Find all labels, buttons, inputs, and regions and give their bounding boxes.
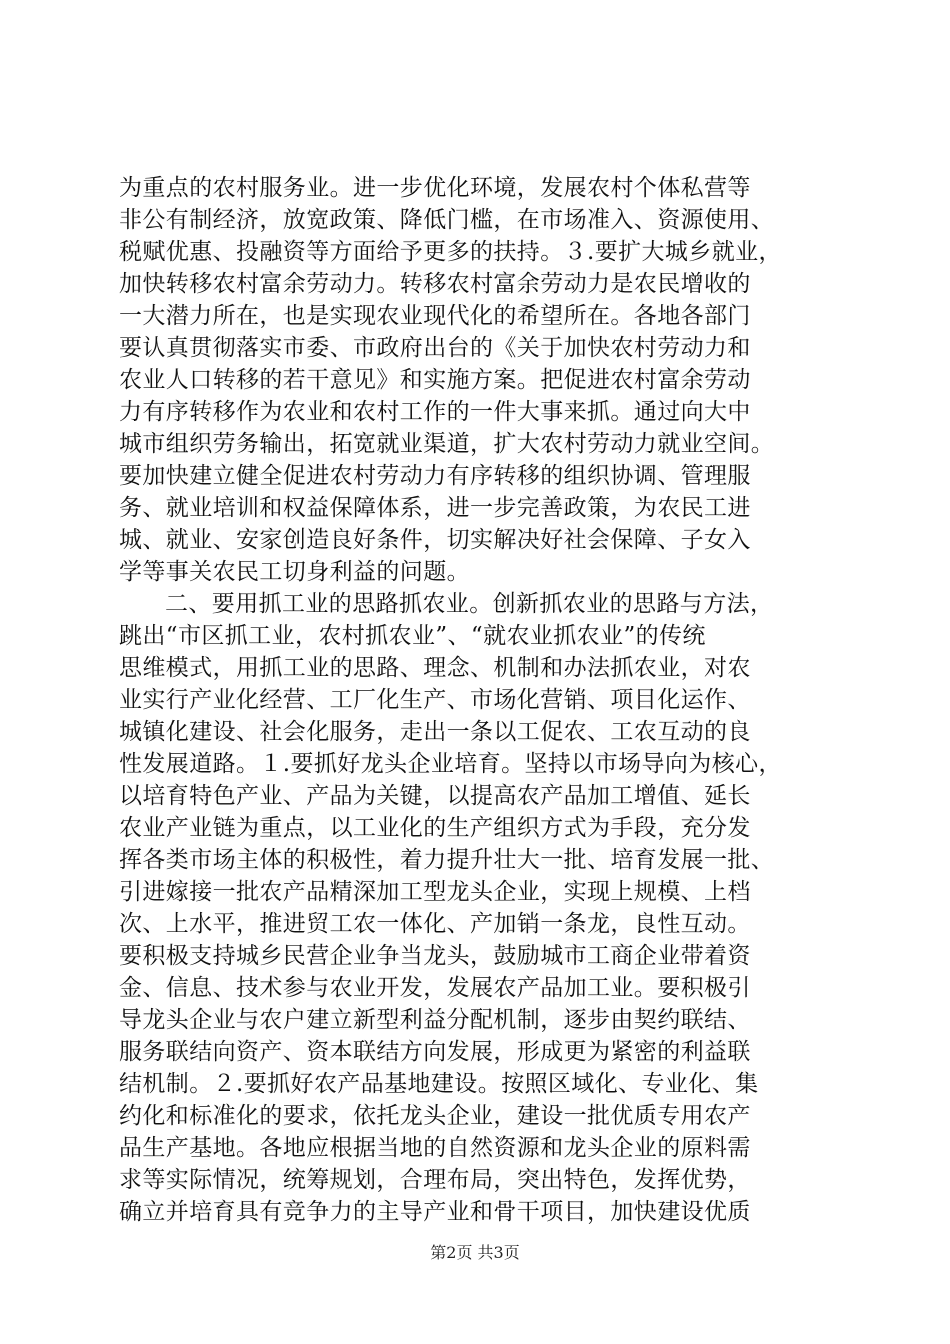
- text-line: 城、就业、安家创造良好条件，切实解决好社会保障、子女入: [119, 527, 751, 553]
- text-line: 性发展道路。１.要抓好龙头企业培育。坚持以市场导向为核心，: [119, 751, 782, 777]
- text-line: 挥各类市场主体的积极性，着力提升壮大一批、培育发展一批、: [119, 847, 775, 873]
- text-line: 思维模式，用抓工业的思路、理念、机制和办法抓农业，对农: [119, 655, 751, 681]
- text-line: 非公有制经济，放宽政策、降低门槛，在市场准入、资源使用、: [119, 207, 775, 233]
- text-line: 结机制。２.要抓好农产品基地建设。按照区域化、专业化、集: [119, 1071, 759, 1097]
- text-line: 为重点的农村服务业。进一步优化环境，发展农村个体私营等: [119, 175, 751, 201]
- text-line: 确立并培育具有竞争力的主导产业和骨干项目，加快建设优质: [119, 1199, 751, 1225]
- text-line: 农业产业链为重点，以工业化的生产组织方式为手段，充分发: [119, 815, 751, 841]
- text-line: 要积极支持城乡民营企业争当龙头，鼓励城市工商企业带着资: [119, 943, 751, 969]
- page-footer: 第2页 共3页: [430, 1243, 520, 1262]
- text-line: 税赋优惠、投融资等方面给予更多的扶持。３.要扩大城乡就业，: [119, 239, 782, 265]
- text-line: 务、就业培训和权益保障体系，进一步完善政策，为农民工进: [119, 495, 751, 521]
- text-line: 加快转移农村富余劳动力。转移农村富余劳动力是农民增收的: [119, 271, 751, 297]
- text-line: 服务联结向资产、资本联结方向发展，形成更为紧密的利益联: [119, 1039, 751, 1065]
- text-line: 品生产基地。各地应根据当地的自然资源和龙头企业的原料需: [119, 1135, 751, 1161]
- text-line: 要加快建立健全促进农村劳动力有序转移的组织协调、管理服: [119, 463, 751, 489]
- text-line: 跳出“市区抓工业，农村抓农业”、“就农业抓农业”的传统: [119, 623, 706, 649]
- text-line: 求等实际情况，统筹规划，合理布局，突出特色，发挥优势，: [119, 1167, 751, 1193]
- text-line: 力有序转移作为农业和农村工作的一件大事来抓。通过向大中: [119, 399, 751, 425]
- text-line: 业实行产业化经营、工厂化生产、市场化营销、项目化运作、: [119, 687, 751, 713]
- body-text: [119, 172, 839, 1228]
- text-line: 以培育特色产业、产品为关键，以提高农产品加工增值、延长: [119, 783, 751, 809]
- text-line: 学等事关农民工切身利益的问题。: [119, 559, 470, 585]
- text-line: 城市组织劳务输出，拓宽就业渠道，扩大农村劳动力就业空间。: [119, 431, 775, 457]
- text-line: 二、要用抓工业的思路抓农业。创新抓农业的思路与方法，: [165, 591, 774, 617]
- text-line: 导龙头企业与农户建立新型利益分配机制，逐步由契约联结、: [119, 1007, 751, 1033]
- text-line: 城镇化建设、社会化服务，走出一条以工促农、工农互动的良: [119, 719, 751, 745]
- text-line: 金、信息、技术参与农业开发，发展农产品加工业。要积极引: [119, 975, 751, 1001]
- text-line: 次、上水平，推进贸工农一体化、产加销一条龙，良性互动。: [119, 911, 751, 937]
- text-line: 农业人口转移的若干意见》和实施方案。把促进农村富余劳动: [119, 367, 751, 393]
- text-line: 要认真贯彻落实市委、市政府出台的《关于加快农村劳动力和: [119, 335, 751, 361]
- text-line: 引进嫁接一批农产品精深加工型龙头企业，实现上规模、上档: [119, 879, 751, 905]
- text-line: 一大潜力所在，也是实现农业现代化的希望所在。各地各部门: [119, 303, 751, 329]
- text-line: 约化和标准化的要求，依托龙头企业，建设一批优质专用农产: [119, 1103, 751, 1129]
